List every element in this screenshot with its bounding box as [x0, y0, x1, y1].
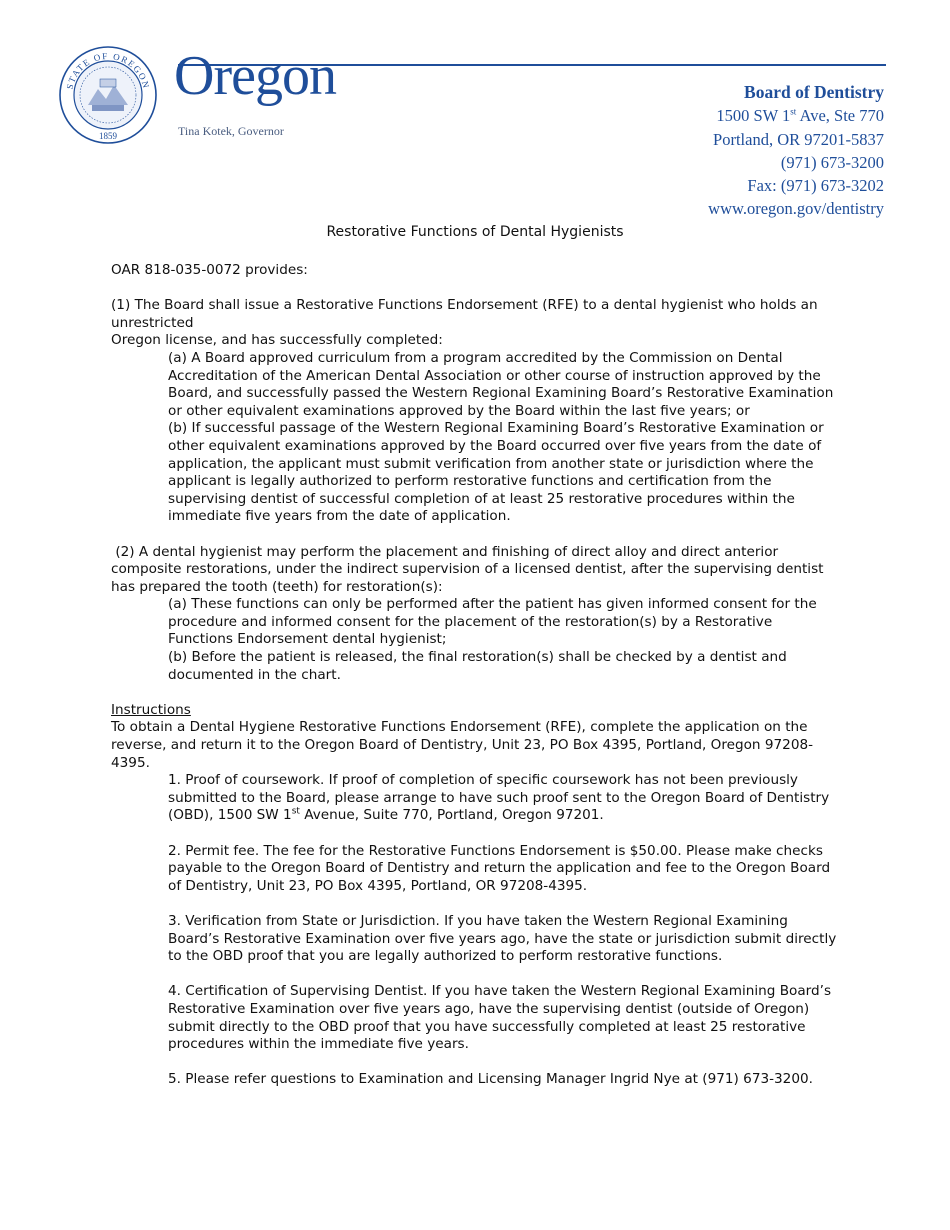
instruction-step-5: 5. Please refer questions to Examination and Licensing Manager Ingrid Nye at (971) 673-3200.: [168, 1071, 813, 1088]
instructions-intro: To obtain a Dental Hygiene Restorative Functions Endorsement (RFE), complete the application on the reverse, and return it to the Oregon Board of Dentistry, Unit 23, PO Box 4395, Portland, Oregon 97208-4395.: [111, 719, 814, 771]
oar-reference: OAR 818-035-0072 provides:: [111, 262, 308, 278]
fax-number: Fax: (971) 673-3202: [747, 176, 884, 196]
oregon-wordmark: Oregon: [174, 45, 336, 107]
instruction-step-3: 3. Verification from State or Jurisdiction. If you have taken the Western Regional Examining Board’s Restorative Examination over five years ago, have the state or jurisdiction submit directly to the OBD proof that you are legally authorized to perform restorative functions.: [168, 912, 837, 965]
section-2-item-a: (a) These functions can only be performed after the patient has given informed consent for the procedure and informed consent for the placement of the restoration(s) by a Restorative Functions Endorsement dental hygienist;: [168, 596, 817, 648]
seal-text: STATE OF OREGON: [64, 50, 152, 91]
address-line-1: 1500 SW 1st Ave, Ste 770: [716, 106, 884, 126]
section-2-item-b: (b) Before the patient is released, the final restoration(s) shall be checked by a dentist and documented in the chart.: [168, 649, 787, 683]
instruction-step-2: 2. Permit fee. The fee for the Restorative Functions Endorsement is $50.00. Please make checks payable to the Oregon Board of Dentistry and return the application and fee to the Oregon Board of Dentistry, Unit 23, PO Box 4395, Portland, OR 97208-4395.: [168, 842, 831, 894]
governor-name: Tina Kotek, Governor: [178, 124, 284, 138]
section-1-item-a: (a) A Board approved curriculum from a program accredited by the Commission on Dental Accreditation of the American Dental Association or other course of instruction approved by the Board, and successfully passed the Western Regional Examining Board’s Restorative Examination or other equivalent examinations approved by the Board within the last five years; or: [168, 349, 834, 419]
seal-year: 1859: [99, 131, 117, 141]
section-1-intro-b: Oregon license, and has successfully completed:: [111, 332, 443, 349]
agency-address-block: [708, 81, 884, 221]
section-1-item-b: (b) If successful passage of the Western Regional Examining Board’s Restorative Examination or other equivalent examinations approved by the Board occurred over five years from the date of application, the applicant must submit verification from another state or jurisdiction where the applicant is legally authorized to perform restorative functions and certification from the supervising dentist of successful completion of at least 25 restorative procedures within the immediate five years from the date of application.: [168, 420, 824, 525]
document-body: [111, 262, 841, 1089]
instruction-step-1: 1. Proof of coursework. If proof of completion of specific coursework has not been previously submitted to the Board, please arrange to have such proof sent to the Oregon Board of Dentistry (OBD), 1500 SW 1st Avenue, Suite 770, Portland, Oregon 97201.: [168, 772, 830, 824]
phone-number: (971) 673-3200: [780, 152, 884, 172]
state-seal: [58, 45, 158, 145]
website-link[interactable]: www.oregon.gov/dentistry: [708, 199, 884, 219]
address-line-2: Portland, OR 97201-5837: [713, 129, 884, 149]
agency-name: Board of Dentistry: [744, 82, 884, 102]
instruction-step-4: 4. Certification of Supervising Dentist. If you have taken the Western Regional Examining Board’s Restorative Examination over five years ago, have the supervising dentist (outside of Oregon) submit directly to the OBD proof that you have successfully completed at least 25 restorative procedures within the immediate five years.: [168, 983, 832, 1053]
instructions-heading: Instructions: [111, 701, 191, 718]
section-2-intro: (2) A dental hygienist may perform the placement and finishing of direct alloy and direct anterior composite restorations, under the indirect supervision of a licensed dentist, after the supervising dentist has prepared the tooth (teeth) for restoration(s):: [111, 543, 828, 595]
document-title: Restorative Functions of Dental Hygienists: [326, 224, 624, 240]
section-1-intro-a: (1) The Board shall issue a Restorative Functions Endorsement (RFE) to a dental hygienist who holds an unrestricted: [111, 297, 818, 331]
